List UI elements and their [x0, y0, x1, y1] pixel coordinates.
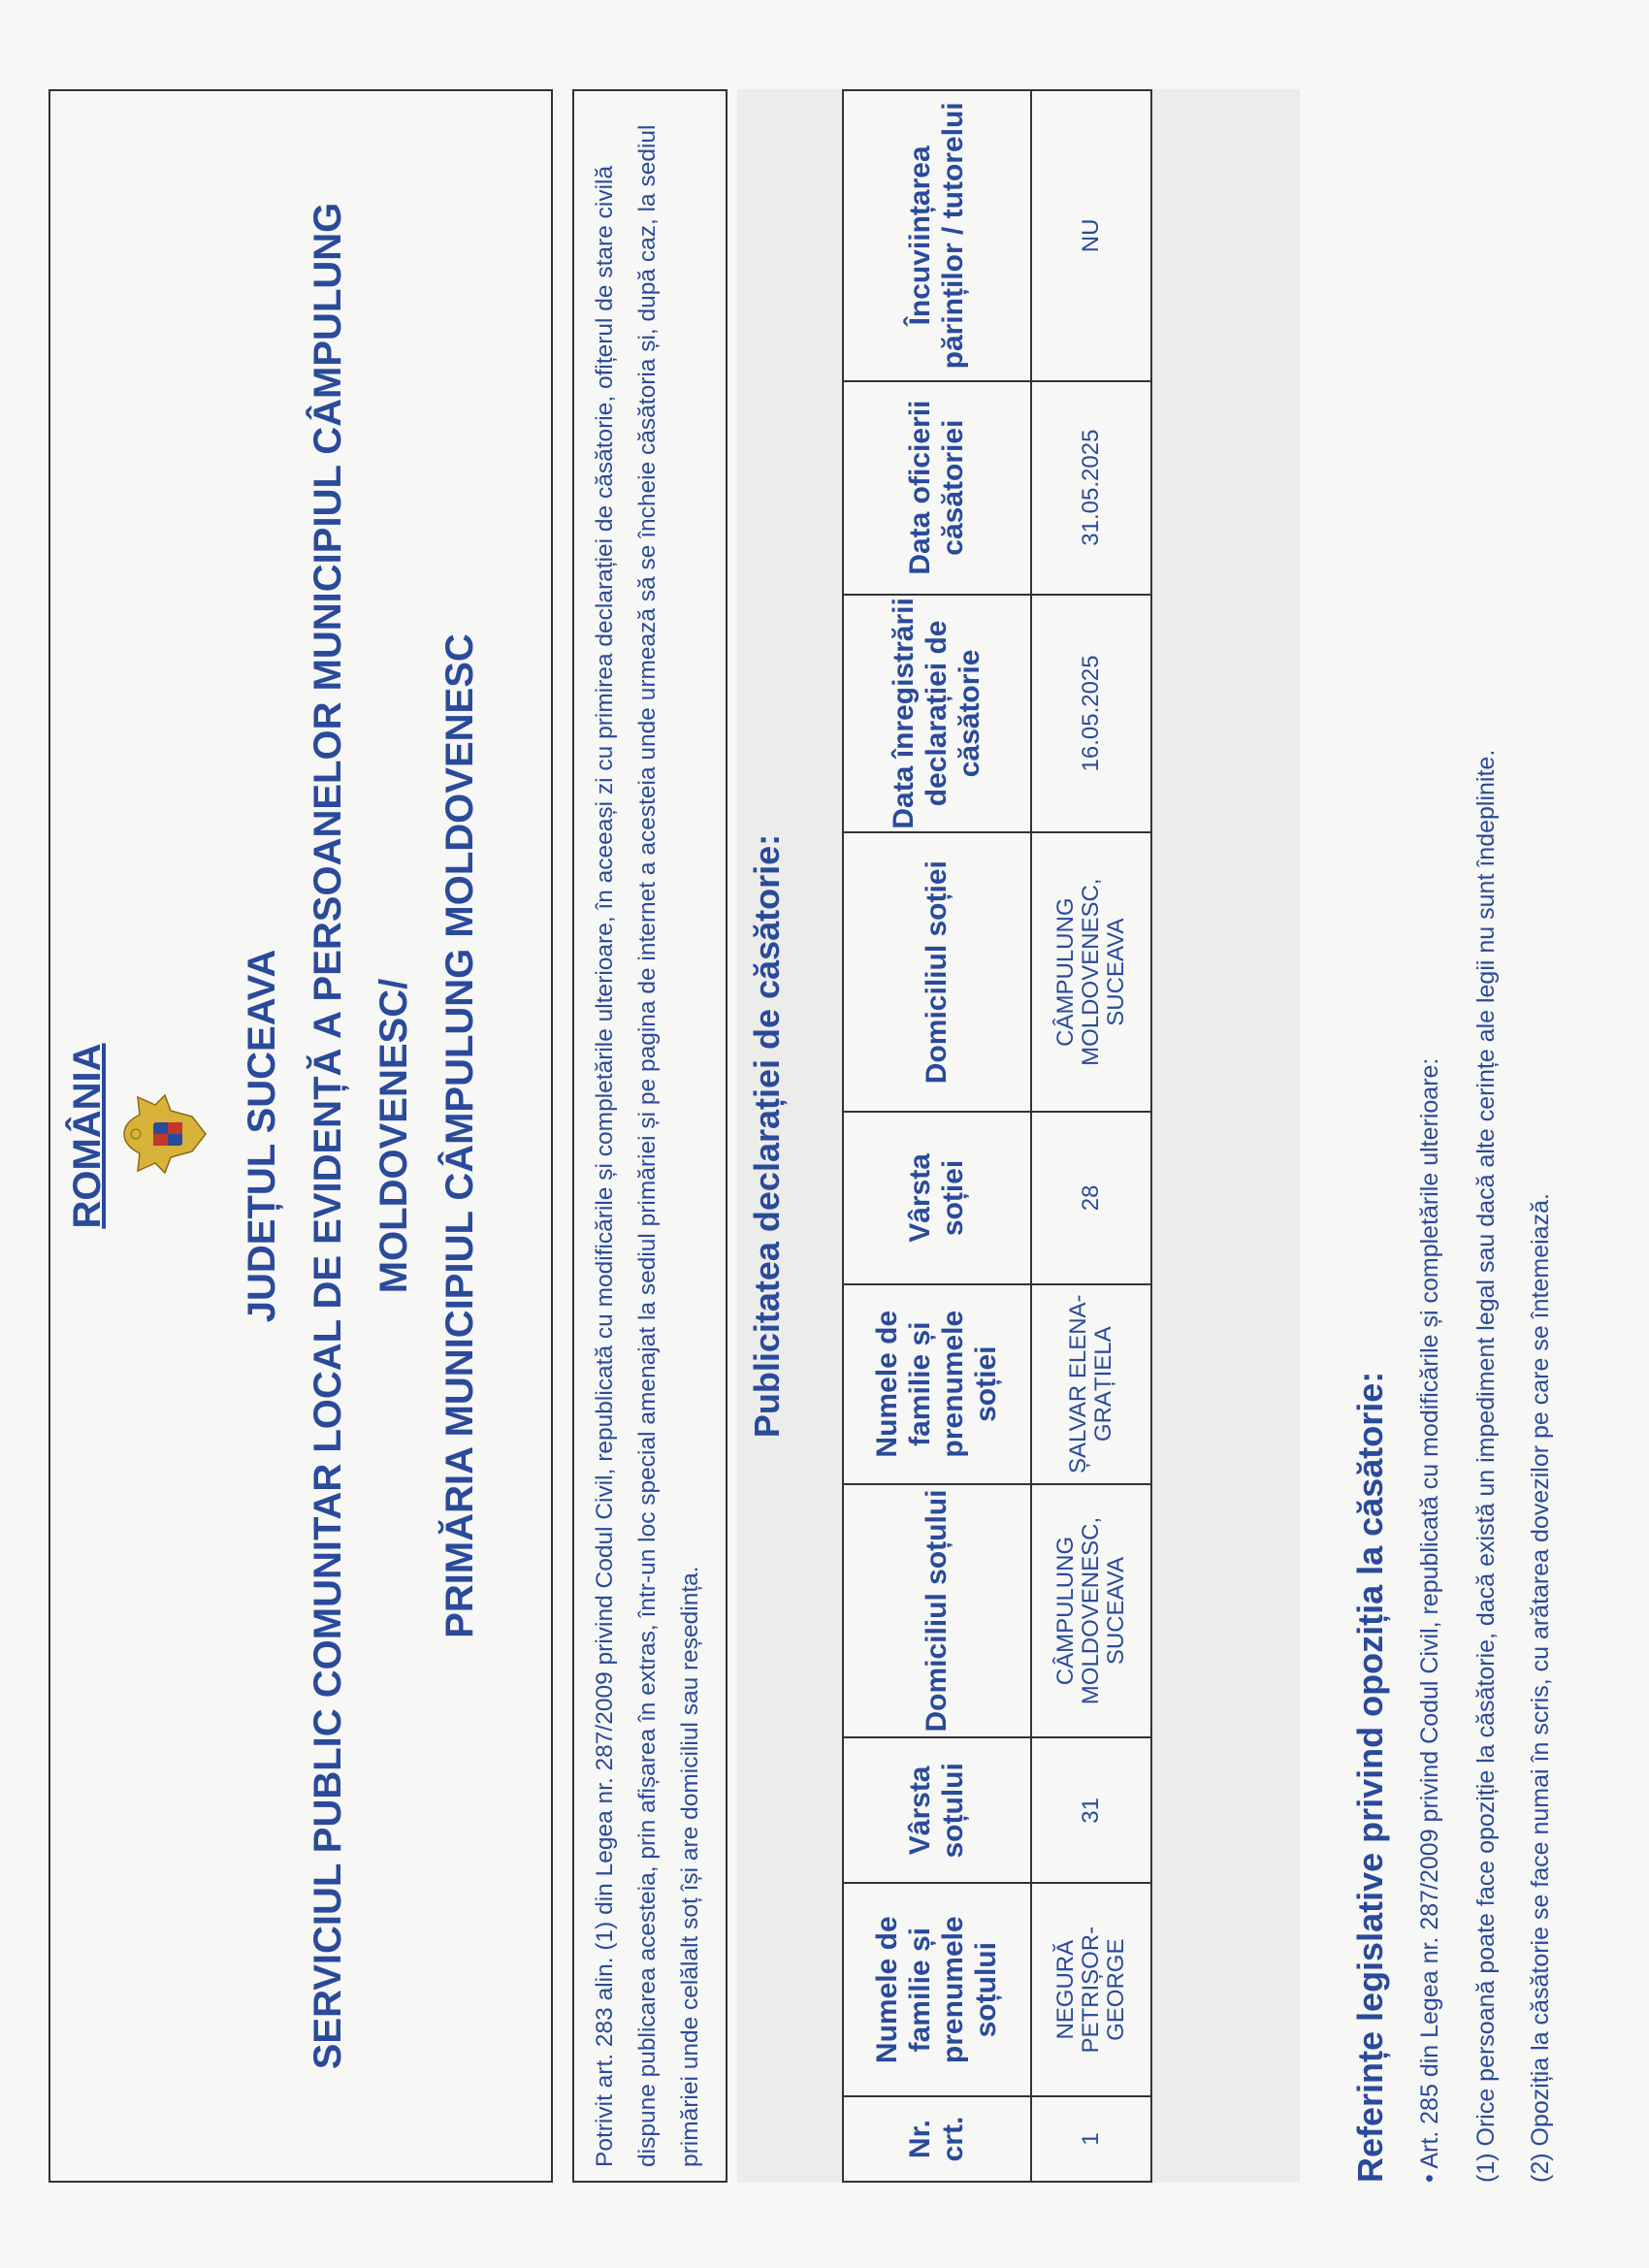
- service-title-line2: MOLDOVENESC/: [372, 978, 415, 1294]
- table-cell: 31: [1031, 1737, 1151, 1883]
- country-title: ROMÂNIA: [66, 1043, 109, 1229]
- header-box: [48, 89, 553, 2183]
- table-cell: 16.05.2025: [1031, 595, 1151, 833]
- service-title-line1: SERVICIUL PUBLIC COMUNITAR LOCAL DE EVIDENȚĂ A PERSOANELOR MUNICIPIUL CÂMPULUNG: [307, 202, 349, 2070]
- column-header: Vârsta soției: [843, 1112, 1031, 1284]
- publication-table: [842, 89, 1152, 2183]
- column-header: Numele de familie și prenumele soțului: [843, 1883, 1031, 2096]
- table-header-row: [843, 90, 1031, 2182]
- county-title: JUDEȚUL SUCEAVA: [241, 949, 283, 1323]
- table-cell: ȘALVAR ELENA-GRAȚIELA: [1031, 1284, 1151, 1484]
- table-cell: CÂMPULUNG MOLDOVENESC, SUCEAVA: [1031, 1484, 1151, 1738]
- table-cell: CÂMPULUNG MOLDOVENESC, SUCEAVA: [1031, 832, 1151, 1112]
- publication-title: Publicitatea declarației de căsătorie:: [747, 833, 787, 1439]
- column-header: Domiciliul soțului: [843, 1484, 1031, 1738]
- table-cell: NU: [1031, 90, 1151, 381]
- table-cell: 28: [1031, 1112, 1151, 1284]
- reference-line: (2) Opoziția la căsătorie se face numai în scris, cu arătarea dovezilor pe care se întemeiază.: [1527, 1193, 1554, 2183]
- table-cell: 1: [1031, 2096, 1151, 2182]
- column-header: Numele de familie și prenumele soției: [843, 1284, 1031, 1484]
- legal-intro-text: Potrivit art. 283 alin. (1) din Legea nr. 287/2009 privind Codul Civil, republicată cu modificările și completările ulterioare, în aceeași zi cu primirea declarației de căsătorie, ofițerul de stare civilă dispune publicarea acesteia, prin afișarea în extras, într-un loc special amenajat la sediul primăriei și pe pagina de internet a acesteia unde urmează să se încheie căsătoria și, după caz, la sediul primăriei unde celălalt soț își are domiciliul sau reședința.: [592, 124, 703, 2167]
- table-cell: NEGURĂ PETRIȘOR-GEORGE: [1031, 1883, 1151, 2096]
- column-header: Vârsta soțului: [843, 1737, 1031, 1883]
- column-header: Încuviințarea părinților / tutorelui: [843, 90, 1031, 381]
- column-header: Data oficierii căsătoriei: [843, 381, 1031, 595]
- references-title: Referințe legislative privind opoziția la căsătorie:: [1350, 1371, 1390, 2183]
- reference-line: • Art. 285 din Legea nr. 287/2009 privind Codul Civil, republicată cu modificările și completările ulterioare:: [1416, 1057, 1443, 2183]
- column-header: Domiciliul soției: [843, 832, 1031, 1112]
- reference-line: (1) Orice persoană poate face opoziție la căsătorie, dacă există un impediment legal sau dacă alte cerințe ale legii nu sunt îndeplinite.: [1472, 749, 1500, 2183]
- table-row: [1031, 90, 1151, 2182]
- city-hall-title: PRIMĂRIA MUNICIPIUL CÂMPULUNG MOLDOVENESC: [438, 633, 481, 1638]
- legal-intro-box: [572, 89, 728, 2183]
- coat-of-arms-icon: [116, 1085, 213, 1183]
- column-header: Nr. crt.: [843, 2096, 1031, 2182]
- column-header: Data înregistrării declarației de căsătorie: [843, 595, 1031, 833]
- table-cell: 31.05.2025: [1031, 381, 1151, 595]
